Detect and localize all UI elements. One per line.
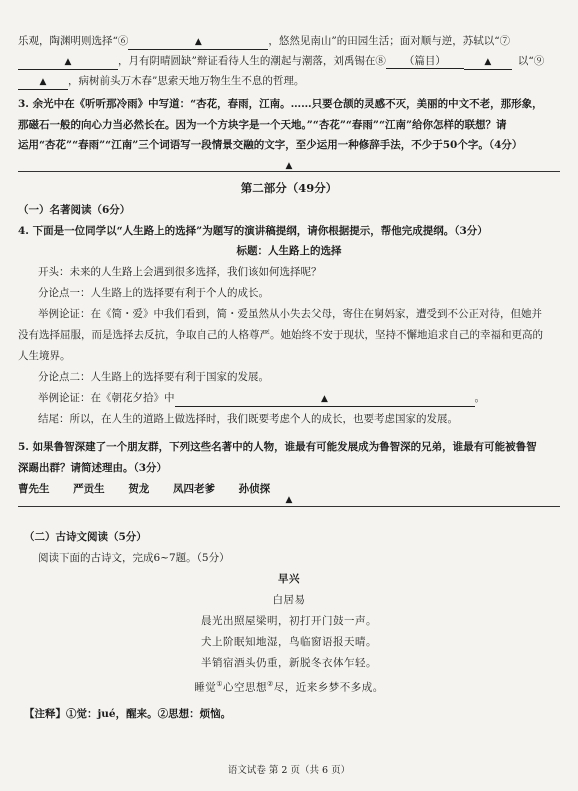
name-item: 贺龙 [128,483,150,495]
q4-example-2: 举例论证：在《朝花夕拾》中 ▲ 。 [38,391,485,407]
name-item: 严贡生 [73,483,105,495]
name-item: 曹先生 [18,483,50,495]
blank-8-tri: ▲ [464,54,512,70]
blank-8[interactable]: （篇目） [386,54,464,69]
q4-intro: 4. 下面是一位同学以“人生路上的选择”为题写的演讲稿提纲，请你根据提示，帮他完成提纲。（3分） [18,225,488,237]
q2-line-2: ▲ ，月有阴晴圆缺”辩证看待人生的潮起与潮落，刘禹锡在⑧ （篇目） ▲ 以“⑨ [18,54,544,70]
part2-title: 第二部分（49分） [240,181,338,195]
poem-line-2: 犬上阶眠知地湿，鸟临窗语报天晴。 [201,636,377,648]
q4-heading: 标题：人生路上的选择 [236,245,342,257]
q3-line-2: 那磁石一般的向心力当必然长在。因为一个方块字是一个天地。”“杏花”“春雨”“江南”给你怎样的联想？请 [18,119,507,131]
q3-answer-line[interactable] [18,171,560,172]
name-item: 凤四老爹 [172,483,215,495]
name-item: 孙侦探 [238,483,271,495]
section-2-title: （二）古诗文阅读（5分） [24,531,147,543]
blank-6[interactable]: ▲ [128,34,268,50]
q5-line-1: 5. 如果鲁智深建了一个朋友群，下列这些名著中的人物，谁最有可能发展成为鲁智深的兄弟，谁最有可能被鲁智 [18,441,537,453]
q2-line-3: ▲ ，病树前头万木春”思索天地万物生生不息的哲理。 [18,74,304,90]
q4-answer-blank[interactable]: ▲ [175,391,475,407]
poem-author: 白居易 [272,594,306,606]
poem-note: 【注释】①觉：jué，醒来。②思想：烦恼。 [24,708,232,720]
poem-line-4: 睡觉①心空思想②尽，近来乡梦不多成。 [194,680,384,694]
blank-9[interactable]: ▲ [18,74,68,90]
q3-line-1: 3. 余光中在《听听那冷雨》中写道：“杏花，春雨，江南。……只要仓颉的灵感不灭，美丽的中文不老，那形象， [18,98,543,110]
q2-line-1: 乐观，陶渊明则选择“⑥ ▲ ，悠然见南山”的田园生活；面对顺与逆，苏轼以“⑦ [18,34,510,50]
q4-example-1c: 人生境界。 [18,350,71,362]
q4-example-1b: 没有选择屈服，而是选择去反抗，争取自己的人格尊严。她始终不安于现状，坚持不懈地追求自己的幸福和更高的 [18,329,543,341]
q5-answer-line[interactable] [18,506,560,507]
poem-title: 早兴 [278,573,300,585]
q4-opening: 开头：未来的人生路上会遇到很多选择，我们该如何选择呢？ [38,266,322,278]
section-1-title: （一）名著阅读（6分） [18,204,131,216]
q3-line-3: 运用“杏花”“春雨”“江南”三个词语写一段情景交融的文字，至少运用一种修辞手法，不少于50个字。（4分） [18,139,523,151]
blank-7[interactable]: ▲ [18,54,118,70]
q3-answer-marker: ▲ [285,161,293,171]
poem-line-3: 半销宿酒头仍重，新脱冬衣体乍轻。 [201,657,377,669]
q5-answer-marker: ▲ [285,495,293,505]
q4-conclusion: 结尾：所以，在人生的道路上做选择时，我们既要考虑个人的成长，也要考虑国家的发展。 [38,413,458,425]
q4-point-2: 分论点二：人生路上的选择要有利于国家的发展。 [38,371,269,383]
poem-line-1: 晨光出照屋梁明，初打开门鼓一声。 [201,615,377,627]
section-2-intro: 阅读下面的古诗文，完成6~7题。（5分） [38,552,230,564]
q4-point-1: 分论点一：人生路上的选择要有利于个人的成长。 [38,287,269,299]
q5-line-2: 深踢出群？请简述理由。（3分） [18,462,168,474]
page-footer: 语文试卷 第 2 页（共 6 页） [227,765,351,776]
q4-example-1a: 举例论证：在《简・爱》中我们看到，简・爱虽然从小失去父母，寄住在舅妈家，遭受到不公正对待，但她并 [38,308,542,320]
